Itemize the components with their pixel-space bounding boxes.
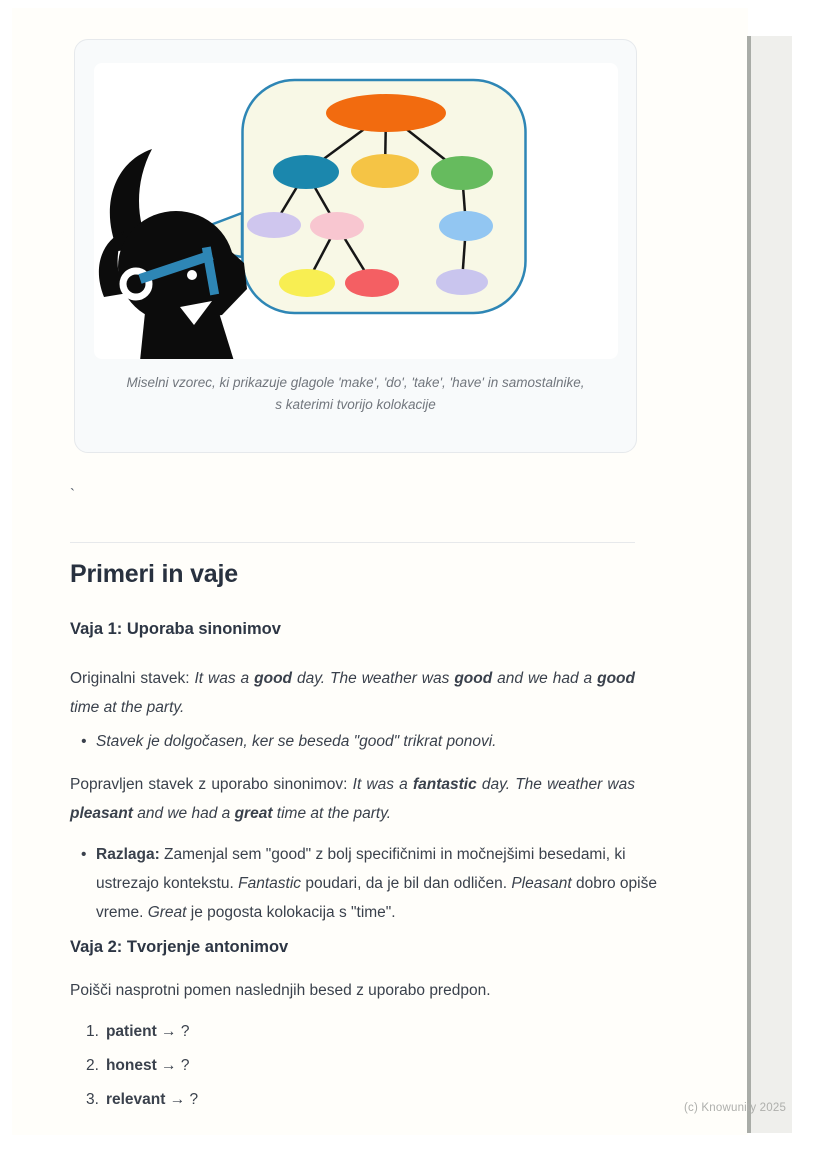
exercise1-corrected-sentence — [70, 770, 635, 828]
exercise1-explanation-list — [70, 840, 661, 927]
text-segment: It was a — [352, 776, 413, 793]
watermark: (c) Knowunity 2025 — [684, 1102, 787, 1114]
list-item: • Stavek je dolgočasen, ker se beseda "good" trikrat ponovi. — [96, 727, 661, 756]
text-segment: Great — [147, 904, 187, 921]
mindmap-node-leaf-pink — [310, 212, 364, 240]
mindmap-node-branch-mid — [351, 154, 419, 188]
text-segment: good — [454, 670, 493, 687]
text-segment: Originalni stavek: — [70, 670, 195, 687]
text-segment: and we had a — [132, 805, 235, 822]
word: honest — [105, 1057, 157, 1074]
section-heading: Primeri in vaje — [70, 560, 238, 588]
scrollbar-track[interactable] — [751, 36, 792, 1133]
person-head-icon — [99, 149, 247, 359]
text-segment: day. The weather was — [292, 670, 455, 687]
text-segment: poudari, da je bil dan odličen. — [301, 875, 512, 892]
exercise2-intro: Poišči nasprotni pomen naslednjih besed z uporabo predpon. — [70, 982, 491, 999]
figure-card — [74, 39, 637, 453]
figure-caption — [75, 372, 636, 416]
text-segment: je pogosta kolokacija s "time". — [186, 904, 396, 921]
list-number: 3. — [86, 1091, 99, 1108]
word: patient — [105, 1023, 157, 1040]
mindmap-node-leaf-purple — [436, 269, 488, 295]
text-segment: fantastic — [412, 776, 477, 793]
exercise2-title: Vaja 2: Tvorjenje antonimov — [70, 938, 289, 956]
text-segment: Popravljen stavek z uporabo sinonimov: — [70, 776, 353, 793]
text-segment: It was a — [194, 670, 255, 687]
figure-image — [94, 63, 618, 359]
text-segment: Fantastic — [238, 875, 302, 892]
text-segment: and we had a — [492, 670, 598, 687]
mindmap-illustration — [94, 63, 618, 359]
caption-line: Miselni vzorec, ki prikazuje glagole 'make', 'do', 'take', 'have' in samostalnike, — [126, 375, 585, 390]
text-segment: Razlaga: — [96, 846, 160, 863]
exercise2-word-list — [70, 1022, 651, 1124]
list-item — [86, 1022, 651, 1042]
mindmap-node-leaf-blue — [439, 211, 493, 241]
text-segment: pleasant — [70, 805, 133, 822]
list-number: 2. — [86, 1057, 99, 1074]
list-item — [96, 840, 661, 927]
text-segment: Pleasant — [511, 875, 572, 892]
text-segment: day. The weather was — [476, 776, 635, 793]
mindmap-node-branch-left — [273, 155, 339, 189]
text-segment: time at the party. — [70, 699, 185, 716]
text-segment: dobro opiše vreme. — [96, 875, 657, 921]
list-number: 1. — [86, 1023, 99, 1040]
stray-character: ` — [70, 486, 75, 503]
mindmap-node-branch-right — [431, 156, 493, 190]
text-segment: great — [234, 805, 273, 822]
eye-shape — [187, 270, 197, 280]
exercise1-note-list — [70, 727, 661, 756]
exercise1-title: Vaja 1: Uporaba sinonimov — [70, 620, 281, 638]
text-segment: Zamenjal sem "good" z bolj specifičnimi in močnejšimi besedami, ki ustrezajo kontekstu. — [96, 846, 626, 892]
list-item — [86, 1090, 651, 1110]
exercise1-original-sentence — [70, 664, 635, 722]
mindmap-node-root — [326, 94, 446, 132]
text-segment: time at the party. — [272, 805, 392, 822]
caption-line: s katerimi tvorijo kolokacije — [275, 397, 436, 412]
arrow-question: → ? — [156, 1057, 190, 1074]
horizontal-divider — [70, 542, 635, 543]
mindmap-node-leaf-lavender — [247, 212, 301, 238]
word: relevant — [105, 1091, 166, 1108]
text-segment: good — [597, 670, 635, 687]
text-segment: good — [254, 670, 293, 687]
mindmap-node-leaf-yellow — [279, 269, 335, 297]
arrow-question: → ? — [156, 1023, 190, 1040]
list-item — [86, 1056, 651, 1076]
arrow-question: → ? — [165, 1091, 199, 1108]
mindmap-node-leaf-red — [345, 269, 399, 297]
